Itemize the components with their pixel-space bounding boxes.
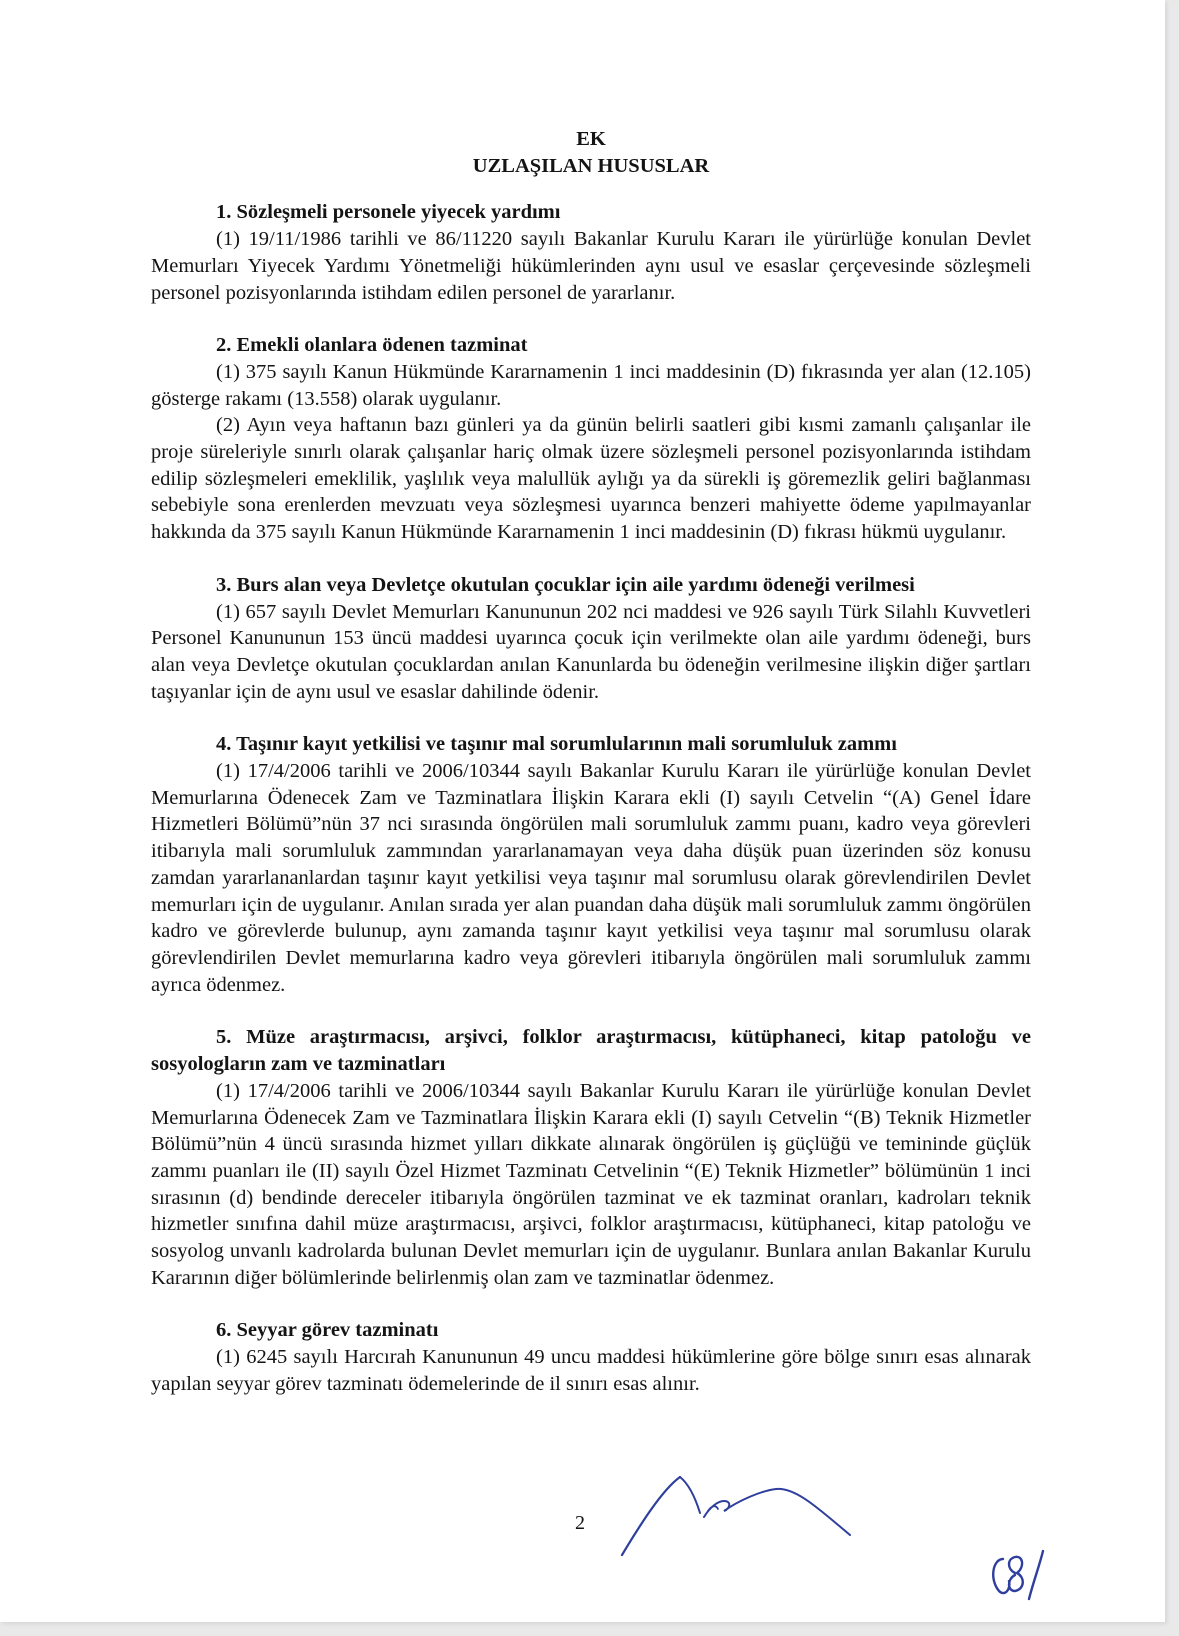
section-paragraph: (1) 375 sayılı Kanun Hükmünde Kararnamenin 1 inci maddesinin (D) fıkrasında yer alan (12.105) gösterge rakamı (13.558) olarak uygulanır.	[151, 360, 1031, 410]
section-3	[151, 572, 1031, 706]
section-heading: 4. Taşınır kayıt yetkilisi ve taşınır mal sorumlularının mali sorumluluk zammı	[216, 733, 897, 756]
section-paragraph: (1) 19/11/1986 tarihli ve 86/11220 sayılı Bakanlar Kurulu Kararı ile yürürlüğe konulan Devlet Memurları Yiyecek Yardımı Yönetmeliği hükümlerinden aynı usul ve esaslar çerçevesinde sözleşmeli personel pozisyonlarında istihdam edilen personel de yararlanır.	[151, 228, 1031, 304]
section-heading: 1. Sözleşmeli personele yiyecek yardımı	[216, 201, 561, 224]
section-paragraph: (1) 657 sayılı Devlet Memurları Kanununun 202 nci maddesi ve 926 sayılı Türk Silahlı Kuvvetleri Personel Kanununun 153 üncü maddesi uyarınca çocuk için verilmekte olan aile yardımı ödeneği, burs alan veya Devletçe okutulan çocuklardan anılan Kanunlarda bu ödeneğin verilmesine ilişkin diğer şartları taşıyanlar için de aynı usul ve esaslar dahilinde ödenir.	[151, 600, 1031, 703]
section-heading: 3. Burs alan veya Devletçe okutulan çocuklar için aile yardımı ödeneği verilmesi	[216, 573, 915, 596]
section-heading: 5. Müze araştırmacısı, arşivci, folklor araştırmacısı, kütüphaneci, kitap patoloğu ve sosyologların zam ve tazminatları	[151, 1026, 1031, 1076]
page-number: 2	[575, 1512, 585, 1534]
section-paragraph: (2) Ayın veya haftanın bazı günleri ya da günün belirli saatleri gibi kısmi zamanlı çalışanlar ile proje süreleriyle sınırlı olarak çalışanlar hariç olmak üzere sözleşmeli personel pozisyonlarında istihdam edilip sözleşmeleri emeklilik, yaşlılık veya malullük aylığı ya da sürekli iş göremezlik geliri bağlanması sebebiyle sona erenlerden mevzuatı veya sözleşmesi uyarınca benzeri mahiyette ödeme yapılmayanlar hakkında da 375 sayılı Kanun Hükmünde Kararnamenin 1 inci maddesinin (D) fıkrası hükmü uygulanır.	[151, 414, 1031, 544]
section-1	[151, 199, 1031, 306]
section-4	[151, 731, 1031, 998]
section-paragraph: (1) 17/4/2006 tarihli ve 2006/10344 sayılı Bakanlar Kurulu Kararı ile yürürlüğe konulan Devlet Memurlarına Ödenecek Zam ve Tazminatlara İlişkin Karara ekli (I) sayılı Cetvelin “(B) Teknik Hizmetler Bölümü”nün 4 üncü sırasında hizmet yılları dikkate alınarak öngörülen iş güçlüğü ve temininde güçlük zammı puanları ile (II) sayılı Özel Hizmet Tazminatı Cetvelinin “(E) Teknik Hizmetler” bölümünün 1 inci sırasının (d) bendinde dereceler itibarıyla öngörülen tazminat ve ek tazminat oranları, kadroları teknik hizmetler sınıfına dahil müze araştırmacısı, arşivci, folklor araştırmacısı, kütüphaneci, kitap patoloğu ve sosyolog unvanlı kadrolarda bulunan Devlet memurları için de uygulanır. Bunlara anılan Bakanlar Kurulu Kararının diğer bölümlerinde belirlenmiş olan zam ve tazminatlar ödenmez.	[151, 1079, 1031, 1289]
section-paragraph: (1) 6245 sayılı Harcırah Kanununun 49 uncu maddesi hükümlerine göre bölge sınırı esas alınarak yapılan seyyar görev tazminatı ödemelerinde de il sınırı esas alınır.	[151, 1346, 1031, 1395]
section-heading: 6. Seyyar görev tazminatı	[216, 1319, 439, 1342]
section-2	[151, 332, 1031, 546]
handwritten-signature-icon	[600, 1455, 880, 1565]
document-title: UZLAŞILAN HUSUSLAR	[472, 154, 710, 177]
section-5	[151, 1024, 1031, 1291]
document-title-ek: EK	[576, 128, 606, 150]
section-paragraph: (1) 17/4/2006 tarihli ve 2006/10344 sayılı Bakanlar Kurulu Kararı ile yürürlüğe konulan Devlet Memurlarına Ödenecek Zam ve Tazminatlara İlişkin Karara ekli (I) sayılı Cetvelin “(A) Genel İdare Hizmetleri Bölümü”nün 37 nci sırasında öngörülen mali sorumluluk zammı puanı, kadro veya görevleri itibarıyla mali sorumluluk zammından yararlanamayan veya daha düşük puan üzerinden söz konusu zamdan yararlananlardan taşınır kayıt yetkilisi veya taşınır mal sorumlusu olarak görevlendirilen Devlet memurları için de uygulanır. Anılan sırada yer alan puandan daha düşük mali sorumluluk zammı öngörülen kadro ve görevlerde bulunup, aynı zamanda taşınır kayıt yetkilisi veya taşınır mal sorumlusu olarak görevlendirilen Devlet memurlarına kadro veya görevleri itibarıyla öngörülen mali sorumluluk zammı ayrıca ödenmez.	[151, 760, 1031, 996]
section-heading: 2. Emekli olanlara ödenen tazminat	[216, 334, 528, 357]
handwritten-initials-icon	[985, 1545, 1055, 1605]
section-6	[151, 1317, 1031, 1397]
document-body	[151, 126, 1031, 1398]
